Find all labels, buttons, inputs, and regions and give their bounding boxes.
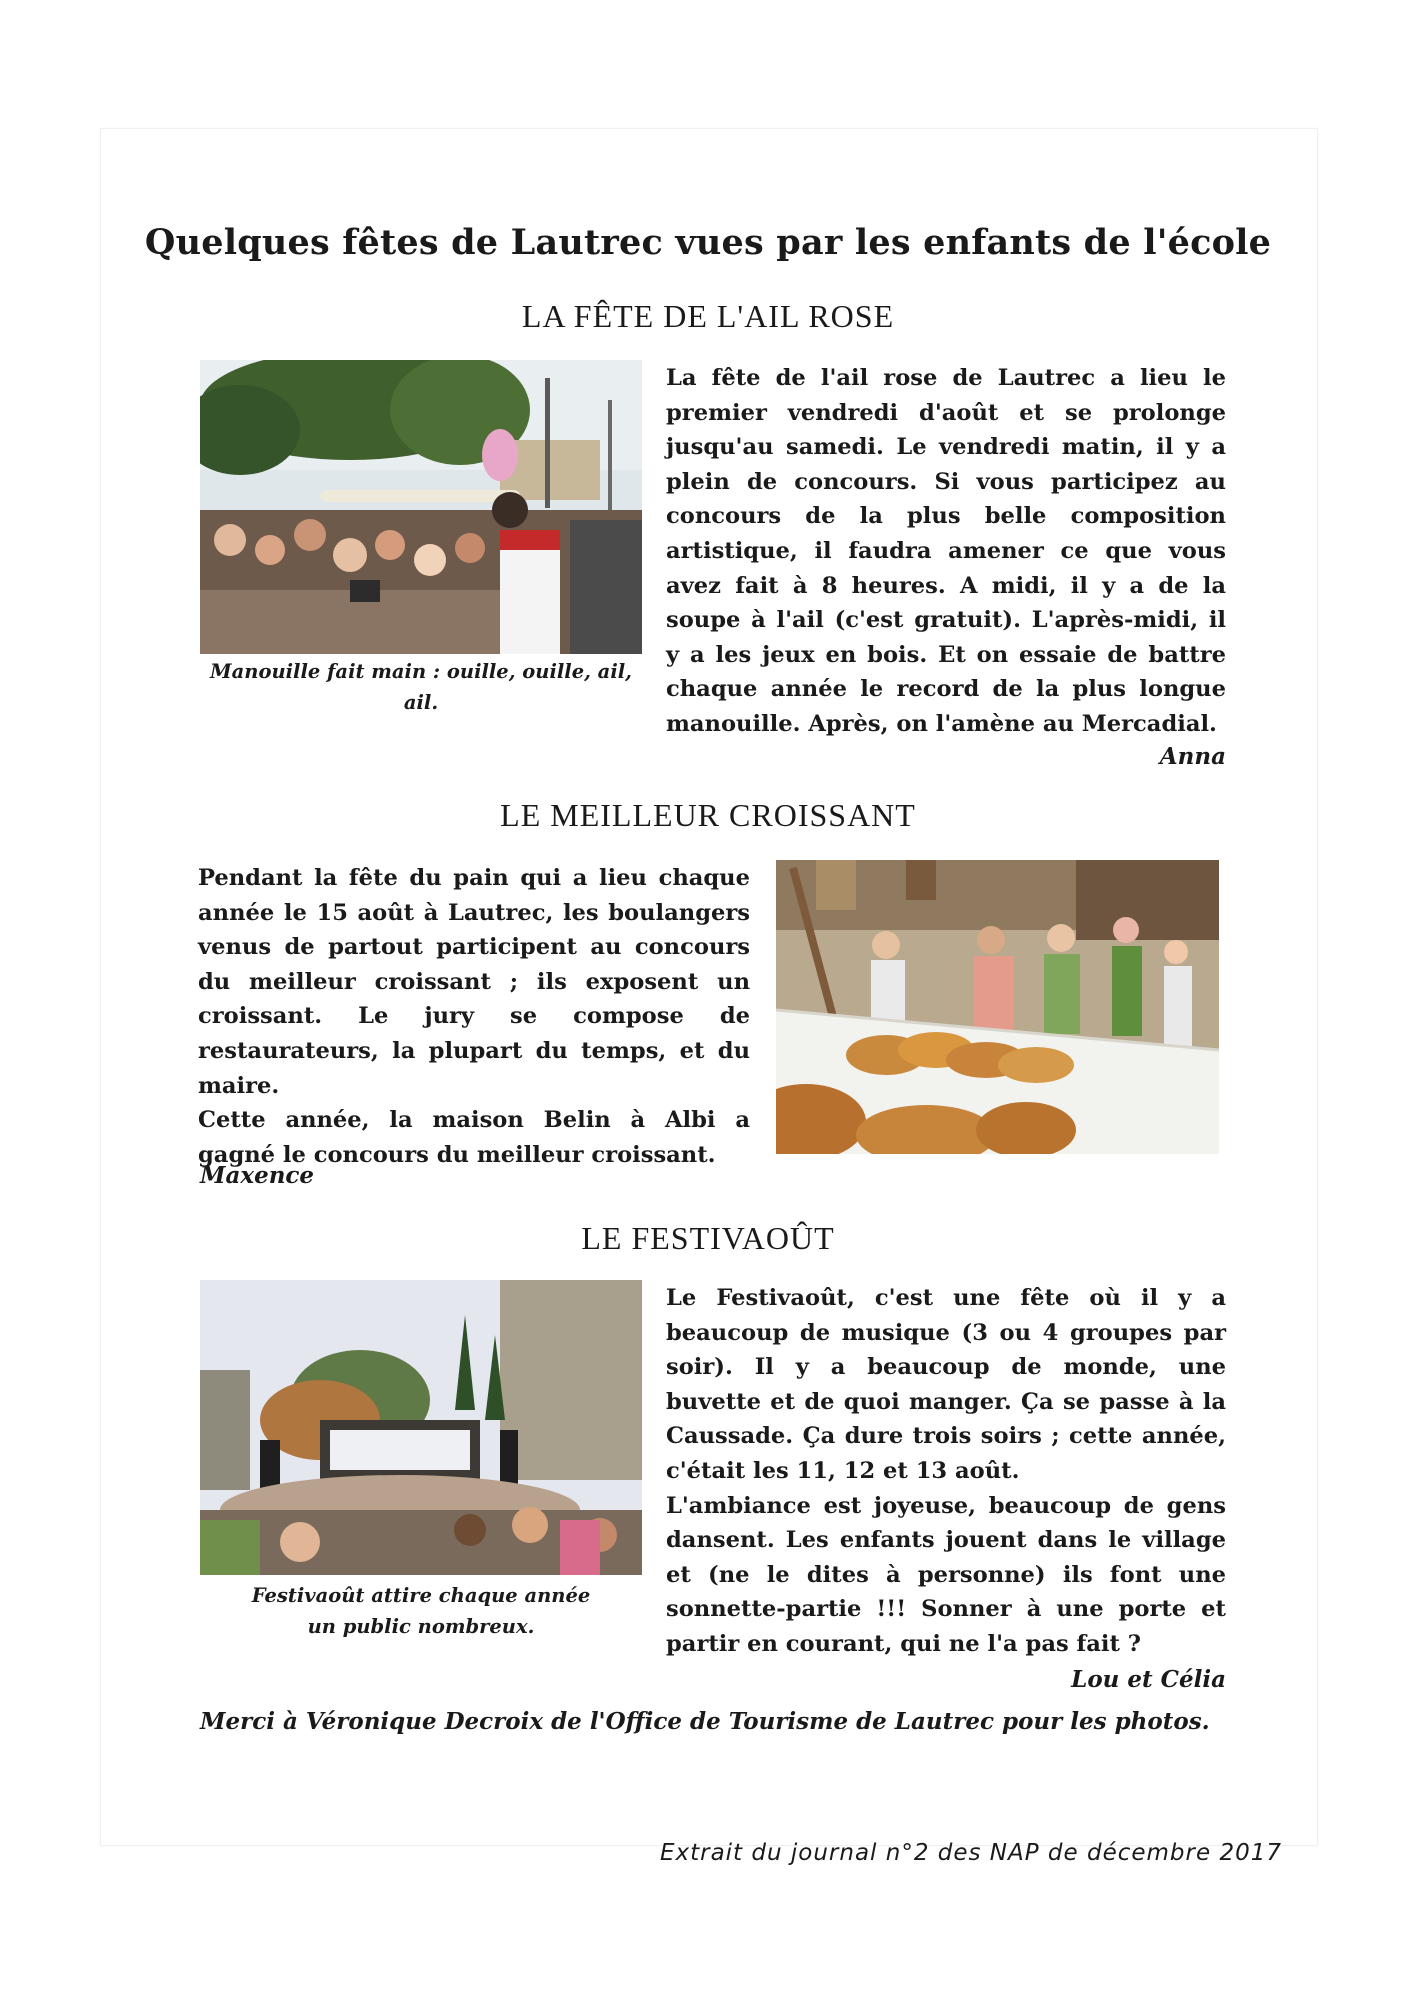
text-festivaout-paragraph-1: Le Festivaoût, c'est une fête où il y a beaucoup de musique (3 ou 4 groupes par soir). Il y a beaucoup de monde, une buvette et de quoi manger. Ça se passe à la Caussade. Ça dure trois soirs ; cette année, c'était les 11, 12 et 13 août.: [666, 1285, 1226, 1484]
text-festivaout: [666, 1281, 1226, 1662]
caption-manouille: Manouille fait main : ouille, ouille, ail, ail.: [210, 660, 632, 714]
croissant-photo-illustration: [776, 860, 1219, 1154]
text-ail-rose: La fête de l'ail rose de Lautrec a lieu le premier vendredi d'août et se prolonge jusqu'au samedi. Le vendredi matin, il y a plein de concours. Si vous participez au concours de la plus belle composition artistique, il faudra amener ce que vous avez fait à 8 heures. A midi, il y a de la soupe à l'ail (c'est gratuit). L'après-midi, il y a les jeux en bois. Et on essaie de battre chaque année le record de la plus longue manouille. Après, on l'amène au Mercadial.: [666, 365, 1226, 737]
page-footer: Extrait du journal n°2 des NAP de décembre 2017: [659, 1840, 1282, 1866]
author-maxence: Maxence: [200, 1162, 315, 1189]
text-festivaout-paragraph-2: L'ambiance est joyeuse, beaucoup de gens dansent. Les enfants jouent dans le village et (ne le dites à personne) ils font une sonnette-partie !!! Sonner à une porte et partir en courant, qui ne l'a pas fait ?: [666, 1492, 1226, 1657]
page-title: Quelques fêtes de Lautrec vues par les enfants de l'école: [144, 222, 1272, 263]
text-croissant: [198, 861, 750, 1172]
section-heading-ail-rose: LA FÊTE DE L'AIL ROSE: [521, 298, 895, 334]
caption-festivaout-line-2: un public nombreux.: [307, 1615, 535, 1638]
text-croissant-paragraph-2: Cette année, la maison Belin à Albi a gagné le concours du meilleur croissant.: [198, 1107, 750, 1168]
author-lou-et-celia: Lou et Célia: [1071, 1666, 1226, 1693]
festivaout-photo-illustration: [200, 1280, 642, 1575]
text-croissant-paragraph-1: Pendant la fête du pain qui a lieu chaque année le 15 août à Lautrec, les boulangers venus de partout participent au concours du meilleur croissant ; ils exposent un croissant. Le jury se compose de restaurateurs, la plupart du temps, et du maire.: [198, 865, 750, 1099]
photo-manouille: [200, 360, 642, 654]
photo-credit: Merci à Véronique Decroix de l'Office de Tourisme de Lautrec pour les photos.: [200, 1708, 1210, 1735]
section-heading-festivaout: LE FESTIVAOÛT: [581, 1220, 835, 1256]
photo-festivaout: [200, 1280, 642, 1575]
caption-festivaout-line-1: Festivaoût attire chaque année: [251, 1584, 591, 1607]
caption-festivaout: [200, 1580, 642, 1642]
author-anna: Anna: [1159, 743, 1226, 770]
section-heading-croissant: LE MEILLEUR CROISSANT: [500, 797, 916, 833]
manouille-photo-illustration: [200, 360, 642, 654]
photo-croissants: [776, 860, 1219, 1154]
